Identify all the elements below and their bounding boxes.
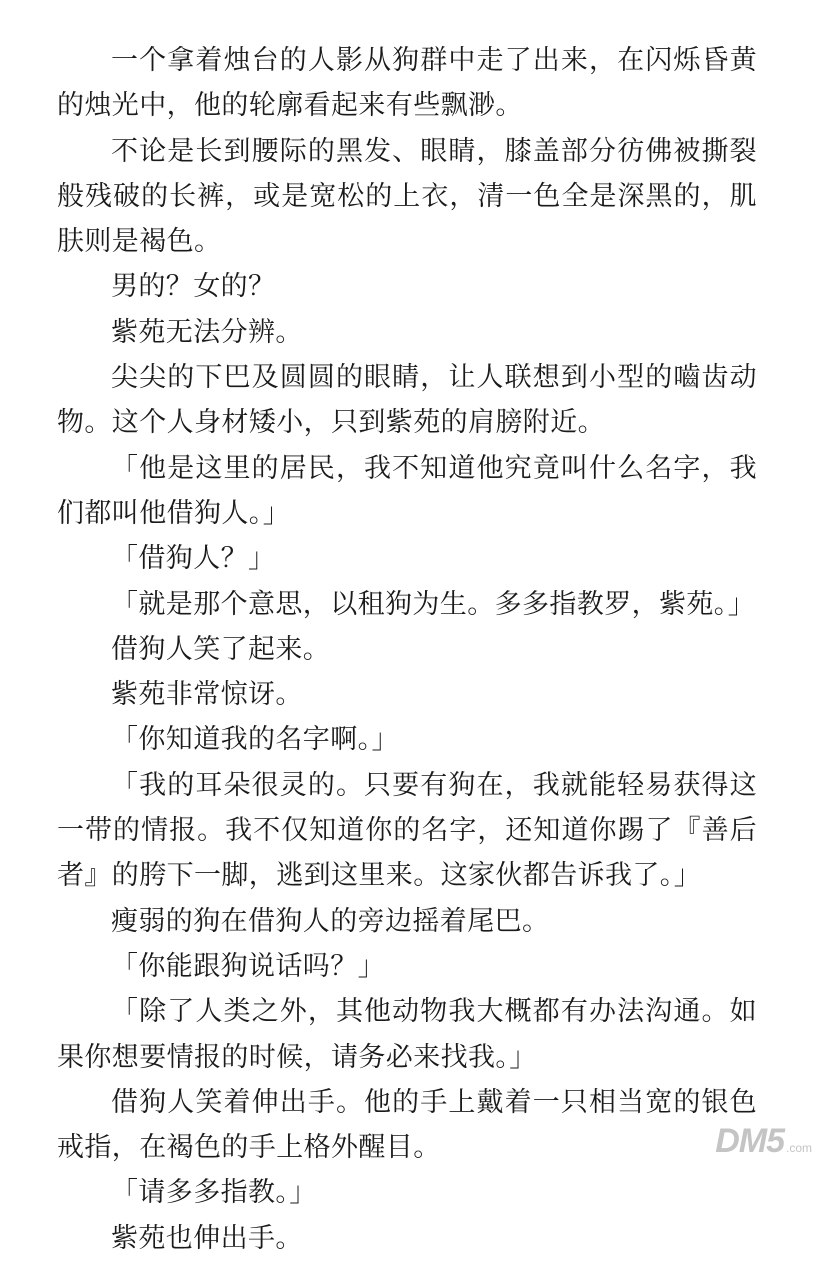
paragraph: 「请多多指教。」 <box>111 1177 317 1209</box>
paragraph: 紫苑也伸出手。 <box>111 1222 303 1254</box>
paragraph: 「你知道我的名字啊。」 <box>111 724 399 756</box>
paragraph: 「除了人类之外，其他动物我大概都有办法沟通。如果你想要情报的时候，请务必来找我。」 <box>57 996 757 1073</box>
page-text <box>57 38 757 1261</box>
paragraph: 尖尖的下巴及圆圆的眼睛，让人联想到小型的嚙齿动物。这个人身材矮小，只到紫苑的肩膀附近。 <box>57 362 757 439</box>
watermark-logo: DM5 <box>715 1122 784 1160</box>
paragraph: 借狗人笑着伸出手。他的手上戴着一只相当宽的银色戒指，在褐色的手上格外醒目。 <box>57 1086 757 1164</box>
paragraph: 一个拿着烛台的人影从狗群中走了出来，在闪烁昏黄的烛光中，他的轮廓看起来有些飘渺。 <box>57 45 757 122</box>
paragraph: 不论是长到腰际的黑发、眼睛，膝盖部分彷佛被撕裂般残破的长裤，或是宽松的上衣，清一色全是深黑的，肌肤则是褐色。 <box>57 135 757 258</box>
paragraph: 男的？女的？ <box>111 271 276 303</box>
watermark-suffix: .com <box>785 1141 812 1155</box>
paragraph: 「就是那个意思，以租狗为生。多多指教罗，紫苑。」 <box>111 588 756 620</box>
paragraph: 瘦弱的狗在借狗人的旁边摇着尾巴。 <box>111 905 550 937</box>
paragraph: 紫苑无法分辨。 <box>111 316 303 348</box>
paragraph: 「你能跟狗说话吗？」 <box>111 950 385 982</box>
site-watermark <box>715 1122 812 1161</box>
paragraph: 「他是这里的居民，我不知道他究竟叫什么名字，我们都叫他借狗人。」 <box>57 452 757 529</box>
paragraph: 「借狗人？」 <box>111 543 276 575</box>
paragraph: 「我的耳朵很灵的。只要有狗在，我就能轻易获得这一带的情报。我不仅知道你的名字，还知道你踢了『善后者』的胯下一脚，逃到这里来。这家伙都告诉我了。」 <box>57 769 757 892</box>
paragraph: 借狗人笑了起来。 <box>111 633 331 665</box>
paragraph: 紫苑非常惊讶。 <box>111 679 303 711</box>
